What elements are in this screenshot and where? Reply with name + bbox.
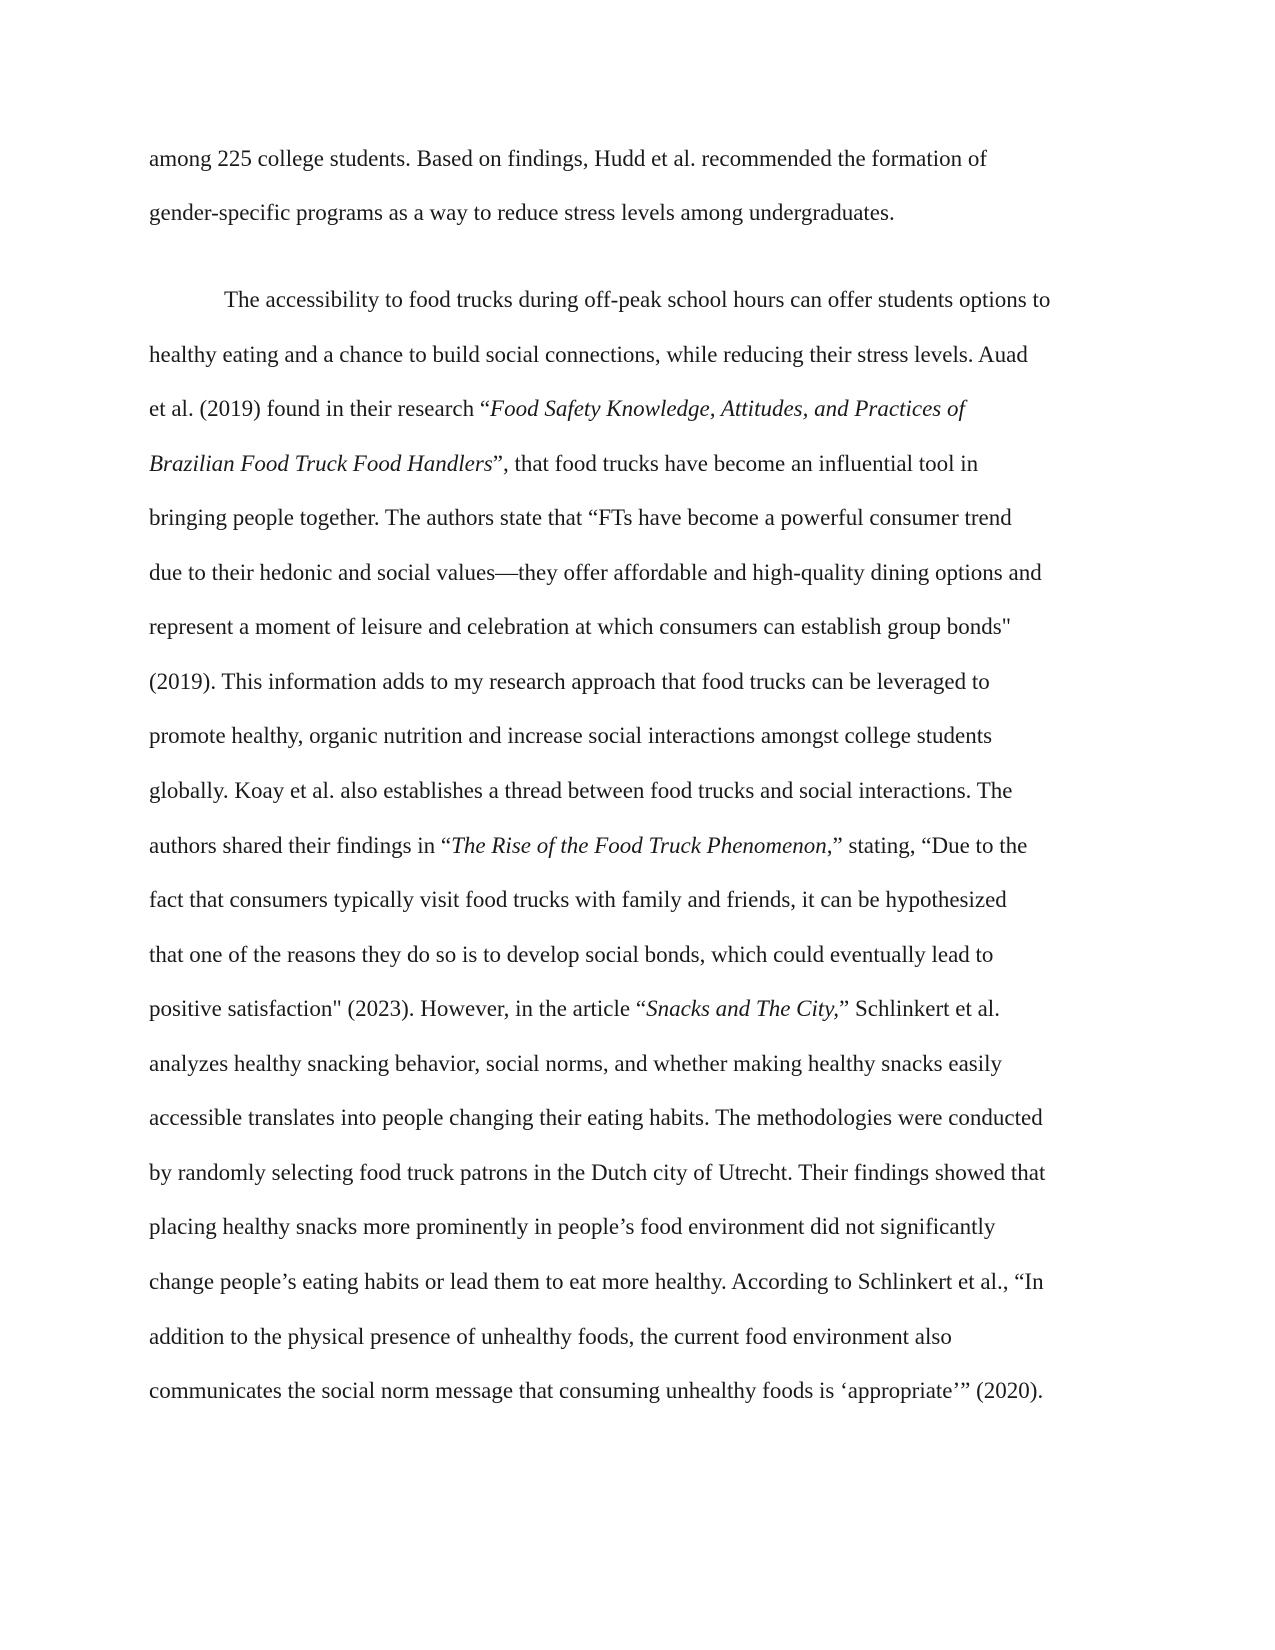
text-run: ” Schlinkert et al.	[839, 996, 1000, 1021]
paragraph-2-line-9: promote healthy, organic nutrition and increase social interactions amongst college students	[149, 723, 993, 748]
paragraph-2-line-10: globally. Koay et al. also establishes a thread between food trucks and social interactions. The	[149, 778, 1013, 803]
paragraph-2-line-1: The accessibility to food trucks during off-peak school hours can offer students options to	[224, 287, 1051, 312]
italic-title-snacks-and-the-city: Snacks and The City,	[646, 996, 839, 1021]
paragraph-1-line-1: among 225 college students. Based on findings, Hudd et al. recommended the formation of	[149, 146, 988, 171]
paragraph-1-line-2: gender-specific programs as a way to reduce stress levels among undergraduates.	[149, 200, 895, 225]
text-run: authors shared their findings in “	[149, 833, 452, 858]
italic-title-food-safety: Food Safety Knowledge, Attitudes, and Practices of	[490, 396, 965, 421]
paragraph-2-line-14	[149, 994, 1000, 1024]
paragraph-2-line-7: represent a moment of leisure and celebration at which consumers can establish group bonds"	[149, 614, 1012, 639]
paragraph-2-line-13: that one of the reasons they do so is to develop social bonds, which could eventually lead to	[149, 942, 994, 967]
paragraph-2-line-4	[149, 449, 978, 479]
text-run: ”, that food trucks have become an influential tool in	[492, 451, 979, 476]
paragraph-2-line-18: placing healthy snacks more prominently in people’s food environment did not significantly	[149, 1214, 996, 1239]
paragraph-2-line-21: communicates the social norm message that consuming unhealthy foods is ‘appropriate’” (2020).	[149, 1378, 1044, 1403]
italic-title-food-truck-phenomenon: The Rise of the Food Truck Phenomenon	[451, 833, 827, 858]
paragraph-2-line-17: by randomly selecting food truck patrons in the Dutch city of Utrecht. Their findings showed that	[149, 1160, 1046, 1185]
paragraph-2-line-19: change people’s eating habits or lead them to eat more healthy. According to Schlinkert et al., “In	[149, 1269, 1044, 1294]
text-run: ,” stating, “Due to the	[826, 833, 1028, 858]
italic-title-food-safety-cont: Brazilian Food Truck Food Handlers	[149, 451, 493, 476]
paragraph-2-line-15: analyzes healthy snacking behavior, social norms, and whether making healthy snacks easily	[149, 1051, 1003, 1076]
paragraph-2-line-12: fact that consumers typically visit food trucks with family and friends, it can be hypothesized	[149, 887, 1007, 912]
paragraph-2-line-3	[149, 394, 965, 424]
paragraph-2-line-6: due to their hedonic and social values—they offer affordable and high-quality dining options and	[149, 560, 1042, 585]
paragraph-2-line-8: (2019). This information adds to my research approach that food trucks can be leveraged to	[149, 669, 990, 694]
paragraph-2-line-11	[149, 831, 1027, 861]
paragraph-2-line-5: bringing people together. The authors state that “FTs have become a powerful consumer trend	[149, 505, 1012, 530]
paragraph-2-line-2: healthy eating and a chance to build social connections, while reducing their stress levels. Auad	[149, 342, 1028, 367]
paragraph-2-line-16: accessible translates into people changing their eating habits. The methodologies were conducted	[149, 1105, 1043, 1130]
text-run: positive satisfaction" (2023). However, in the article “	[149, 996, 647, 1021]
paragraph-2-line-20: addition to the physical presence of unhealthy foods, the current food environment also	[149, 1324, 952, 1349]
text-run: et al. (2019) found in their research “	[149, 396, 491, 421]
